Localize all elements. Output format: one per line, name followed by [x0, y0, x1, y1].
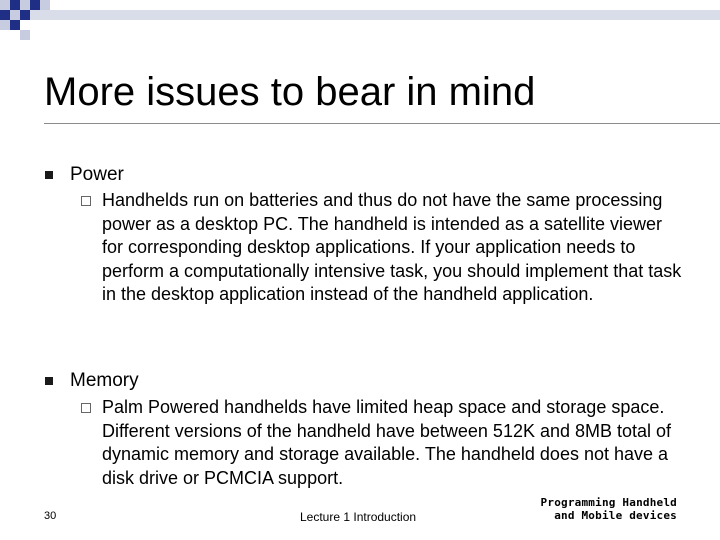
hollow-square-bullet-icon	[81, 403, 91, 413]
footer-course-line-2: and Mobile devices	[554, 509, 677, 522]
footer-lecture-title: Lecture 1 Introduction	[300, 510, 417, 524]
slide-title: More issues to bear in mind	[44, 70, 536, 114]
section-body-power: Handhelds run on batteries and thus do not have the same processing power as a desktop PC. The handheld is intended as a satellite viewer for corresponding desktop applications. If your application needs to perform a computationally intensive task, you should implement that task in the desktop application instead of the handheld application.	[102, 190, 682, 304]
footer-course-name	[541, 496, 677, 522]
page-number: 30	[44, 510, 57, 522]
header-decoration	[0, 0, 720, 40]
footer-course-line-1: Programming Handheld	[540, 496, 677, 509]
section-heading-memory: Memory	[70, 370, 139, 391]
section-heading-power: Power	[70, 164, 124, 185]
hollow-square-bullet-icon	[81, 196, 91, 206]
title-divider	[44, 123, 720, 124]
square-bullet-icon	[44, 376, 54, 386]
section-body-memory: Palm Powered handhelds have limited heap space and storage space. Different versions of the handheld have between 512K and 8MB total of dynamic memory and storage available. The handheld does not have a disk drive or PCMCIA support.	[102, 397, 672, 488]
square-bullet-icon	[44, 170, 54, 180]
